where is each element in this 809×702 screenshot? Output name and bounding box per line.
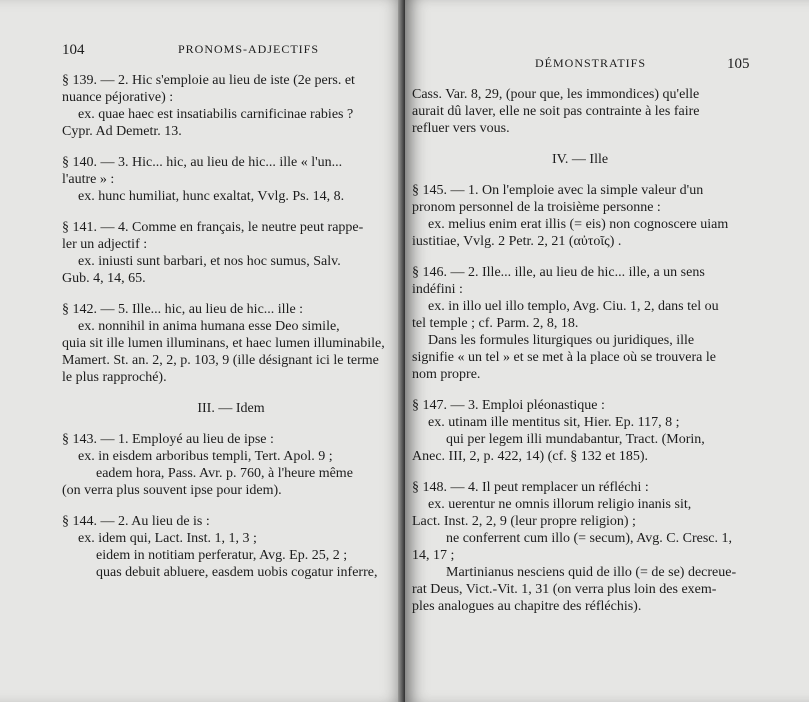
left-page-content	[62, 72, 400, 595]
paragraph-140: § 140. — 3. Hic... hic, au lieu de hic... ille « l'un... l'autre » : ex. hunc humiliat, hunc exaltat, Vvlg. Ps. 14, 8.	[62, 155, 345, 204]
running-header-left: PRONOMS-ADJECTIFS	[178, 42, 320, 56]
paragraph-139: § 139. — 2. Hic s'emploie au lieu de iste (2e pers. et nuance péjorative) : ex. quae haec est insatiabilis carnificinae rabies ? Cypr. Ad Demetr. 13.	[62, 73, 355, 139]
section-heading-ille: IV. — Ille	[551, 152, 609, 167]
paragraph-147: § 147. — 3. Emploi pléonastique : ex. utinam ille mentitus sit, Hier. Ep. 117, 8 ; qui per legem illi mundabantur, Tract. (Morin, Anec. III, 2, p. 422, 14) (cf. § 132 et 185).	[412, 398, 705, 464]
page-number-right: 105	[727, 56, 750, 72]
continuation-text: Cass. Var. 8, 29, (pour que, les immondices) qu'elle aurait dû laver, elle ne soit pas contrainte à les faire refluer vers vous.	[412, 87, 700, 136]
running-header-right: DÉMONSTRATIFS	[535, 56, 647, 70]
paragraph-148: § 148. — 4. Il peut remplacer un réfléchi : ex. uerentur ne omnis illorum religio inanis sit, Lact. Inst. 2, 2, 9 (leur propre religion) ; ne conferrent cum illo (= secum), Avg. C. Cresc. 1, 14, 17 ; Martinianus nesciens quid de illo (= de se) decreue- rat Deus, Vict.-Vit. 1, 31 (on verra plus loin des exem- ples analogues au chapitre des réfléchis).	[412, 480, 737, 614]
paragraph-141: § 141. — 4. Comme en français, le neutre peut rappe- ler un adjectif : ex. iniusti sunt barbari, et nos hoc sumus, Salv. Gub. 4, 14, 65.	[62, 220, 364, 286]
paragraph-145: § 145. — 1. On l'emploie avec la simple valeur d'un pronom personnel de la troisième personne : ex. melius enim erat illis (= eis) non cognoscere uiam iustitiae, Vvlg. 2 Petr. 2, 21 (αὐτοῖς) .	[412, 183, 729, 249]
section-heading-idem: III. — Idem	[197, 401, 265, 416]
paragraph-142: § 142. — 5. Ille... hic, au lieu de hic... ille : ex. nonnihil in anima humana esse Deo simile, quia sit ille lumen illuminans, et haec lumen illuminabile, Mamert. St. an. 2, 2, p. 103, 9 (ille désignant ici le terme le plus rapproché).	[62, 302, 385, 385]
page-number-left: 104	[62, 42, 85, 58]
paragraph-146: § 146. — 2. Ille... ille, au lieu de hic... ille, a un sens indéfini : ex. in illo uel illo templo, Avg. Ciu. 1, 2, dans tel ou tel temple ; cf. Parm. 2, 8, 18. Dans les formules liturgiques ou juridiques, ille signifie « un tel » et se met à la place où se trouvera le nom propre.	[412, 265, 719, 382]
paragraph-143: § 143. — 1. Employé au lieu de ipse : ex. in eisdem arboribus templi, Tert. Apol. 9 ; eadem hora, Pass. Avr. p. 760, à l'heure même (on verra plus souvent ipse pour idem).	[62, 432, 353, 498]
paragraph-144: § 144. — 2. Au lieu de is : ex. idem qui, Lact. Inst. 1, 1, 3 ; eidem in notitiam perferatur, Avg. Ep. 25, 2 ; quas debuit abluere, easdem uobis cogatur inferre,	[62, 514, 378, 580]
right-page-content	[412, 86, 748, 629]
